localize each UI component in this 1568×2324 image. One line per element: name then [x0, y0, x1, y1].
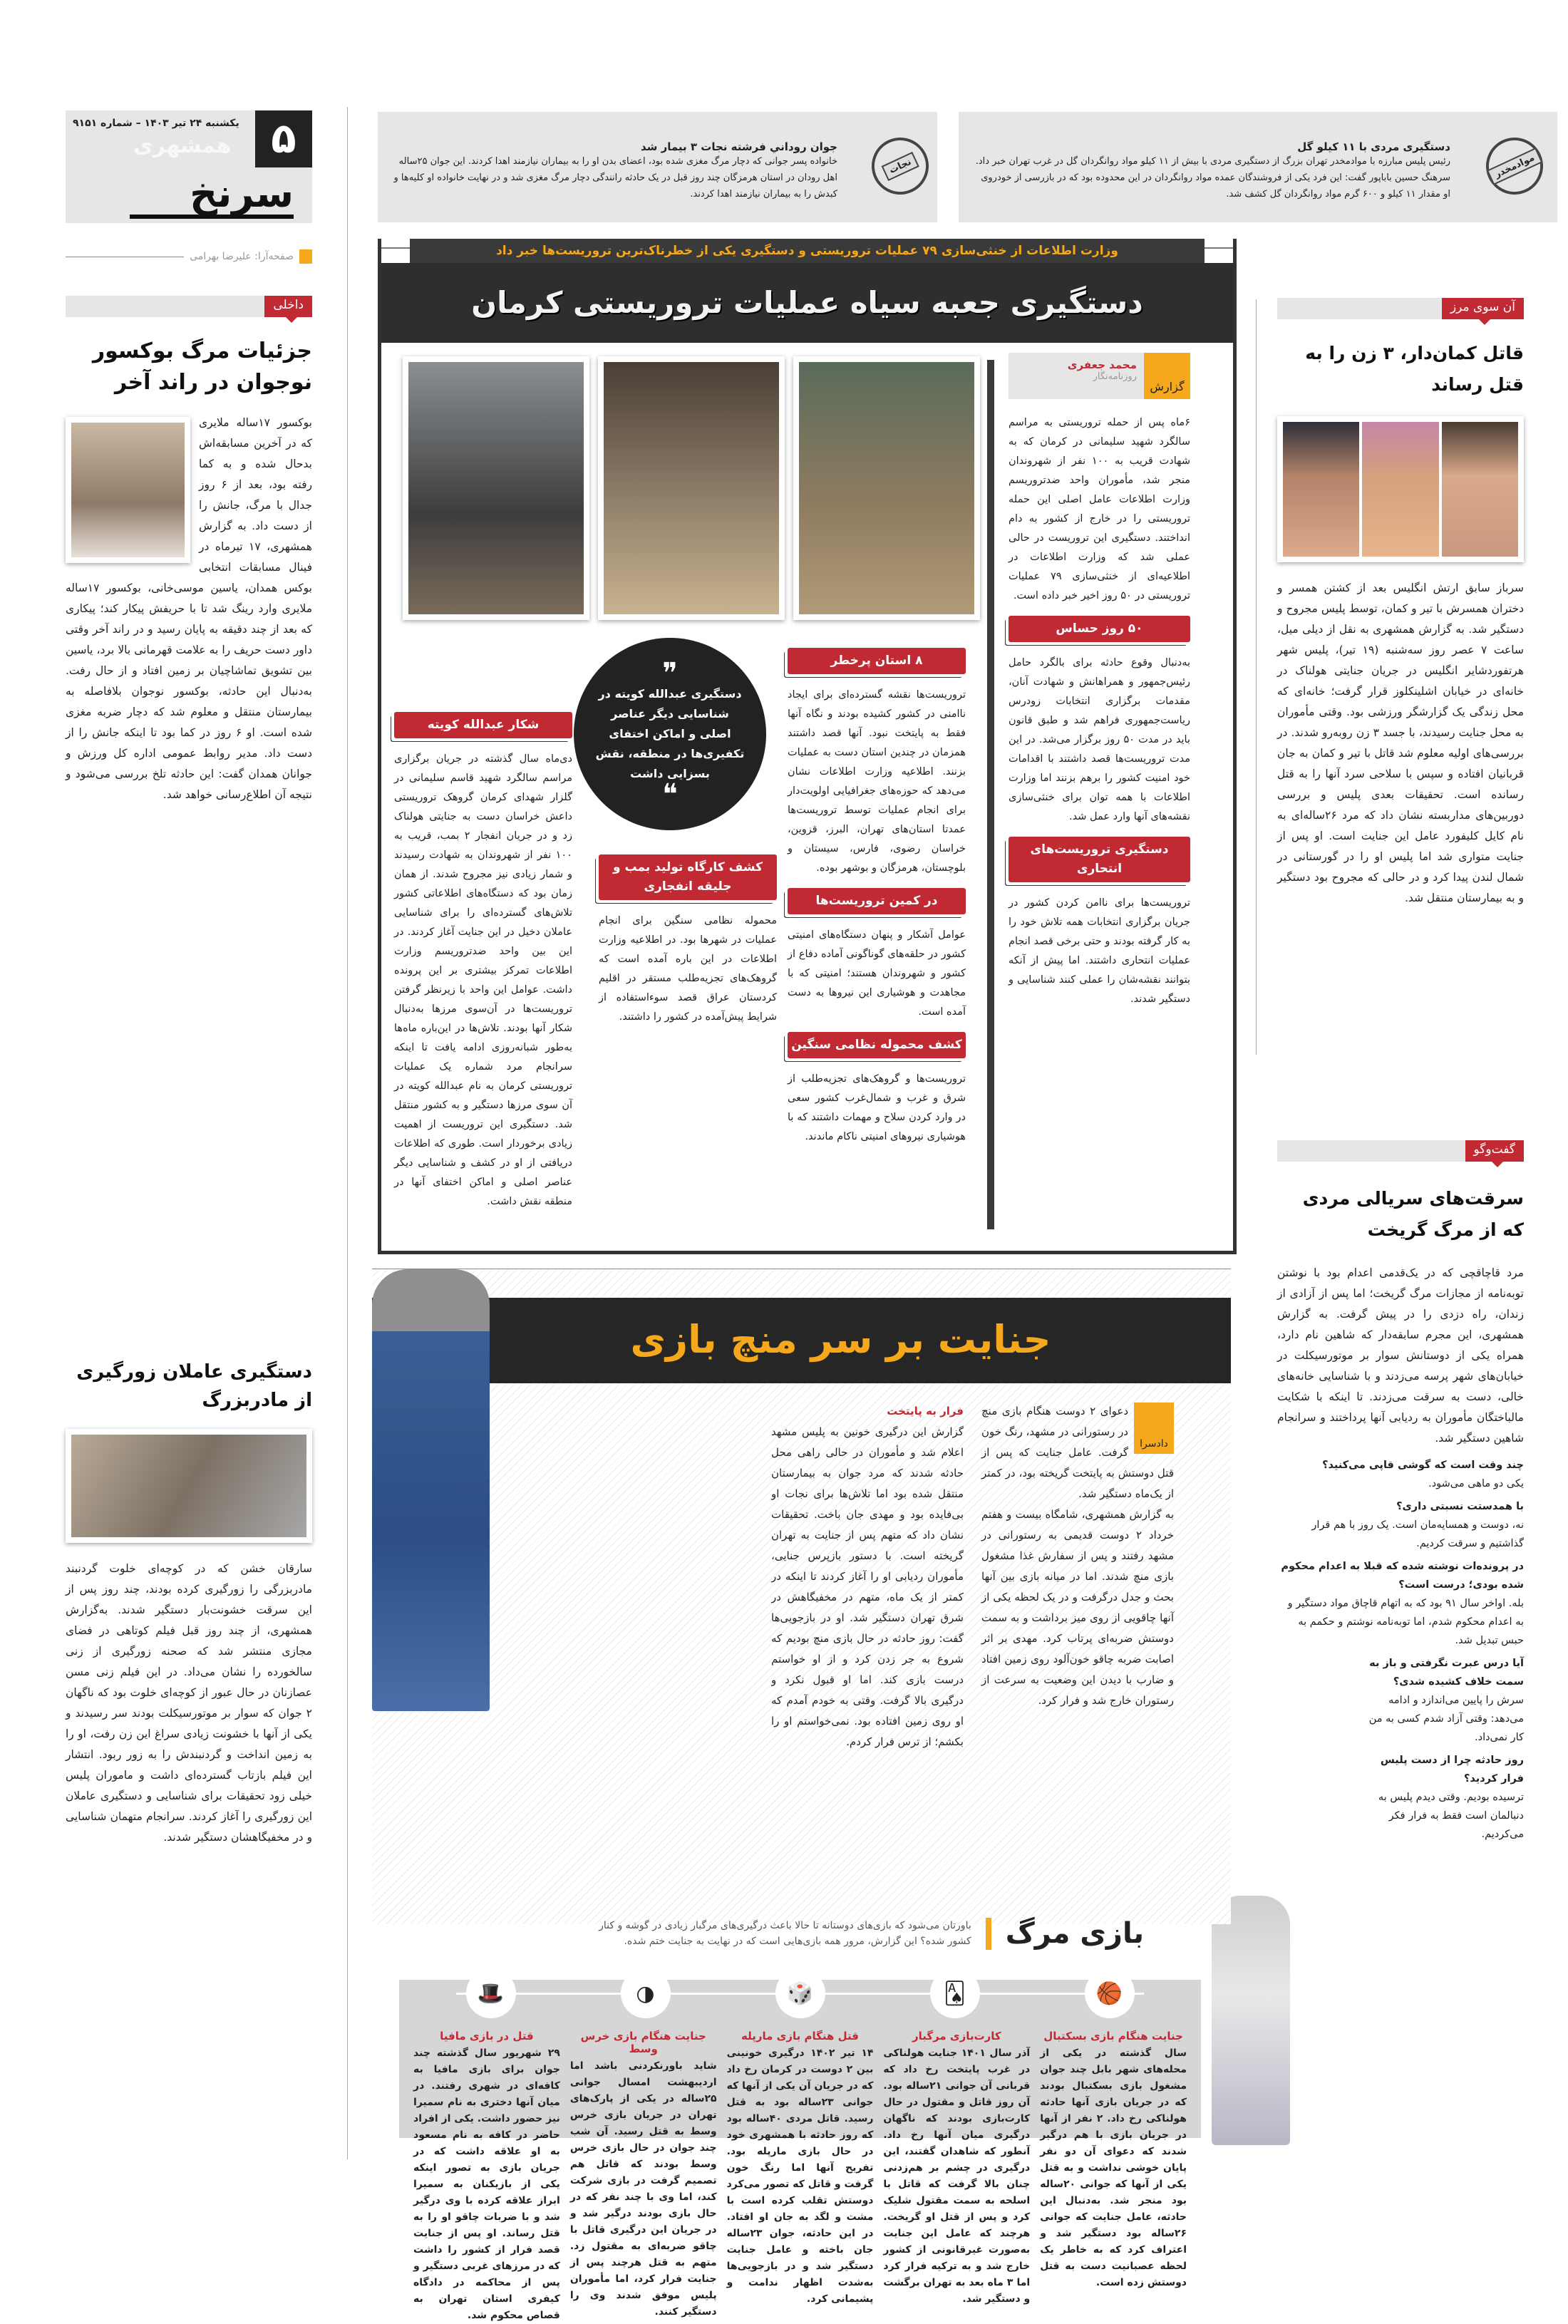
pull-quote: دستگیری عبدالله کویته در شناسایی دیگر عناصر اصلی و اماکن اختفای تکفیری‌ها در منطقه، نقش بسزایی داشت	[595, 687, 745, 780]
victim-photo	[1442, 422, 1518, 557]
suspect-photo	[598, 356, 785, 620]
crime-text: گزارش این درگیری خونین به پلیس مشهد اعلام شد و مأموران در حالی راهی محل حادثه شدند که مرد جوان به بیمارستان منتقل شده بود اما تلاش‌ها برای نجات او بی‌فایده بود و مهدی جان باخت. تحقیقات نشان داد که متهم پس از جنایت به تهران گریخته است. با دستور بازپرس جنایی، مأموران ردیابی او را آغاز کردند تا اینکه در کمتر از یک ماه، متهم در مخفیگاهش در شرق تهران دستگیر شد. او در بازجویی‌ها گفت: روز حادثه در حال بازی منچ بودیم که شروع به جر زدن کرد و از او خواستم درست بازی کند. اما او قبول نکرد و درگیری بالا گرفت. وقتی به خودم آمدم که او روی زمین افتاده بود. نمی‌خواستم او را بکشم؛ از ترس فرار کردم.	[771, 1425, 964, 1748]
brief-text: رئیس پلیس مبارزه با موادمخدر تهران بزرگ از دستگیری مردی با بیش از ۱۱ کیلو مواد روانگردان گل در غرب تهران خبر داد. سرهنگ حسین باباپور گفت: این فرد یکی از فروشندگان عمده مواد روانگردان در این محدوده بود که در بازرسی از خودروی او مقدار ۱۱ کیلو و ۶۰۰ گرم مواد روانگردان گل کشف شد.	[975, 156, 1450, 200]
playing-cards-icon: 🂡	[930, 1968, 980, 2018]
victims-photo	[1277, 416, 1524, 562]
answer: ترسیده بودیم. وقتی دیدم پلیس به دنبالمان است فقط به فرار فکر می‌کردیم.	[1378, 1792, 1524, 1840]
game-text: ۲۹ شهریور سال گذشته چند جوان برای بازی مافیا به کافه‌ای در شهری رفتند. در میان آنها دختری به نام سمیرا نیز حضور داشت. یکی از افراد حاضر در کافه به نام مسعود به او علاقه داشت که در جریان بازی به تصور اینکه یکی از بازیکنان به سمیرا ابراز علاقه کرده با وی درگیر شد و با ضربات چاقو او را به قتل رساند. او پس از جنایت قصد فرار از کشور را داشت که در مرزهای غربی دستگیر و پس از محاکمه در دادگاه کیفری استان تهران به قصاص محکوم شد.	[413, 2047, 560, 2321]
snakes-ladders-icon: 🎲	[775, 1968, 825, 2018]
article-title: سرقت‌های سریالی مردی که از مرگ گریخت	[1302, 1188, 1524, 1240]
boxer-photo	[66, 417, 190, 563]
victim-photo	[1362, 422, 1438, 557]
question: آیا درس عبرت نگرفتی و باز به سمت خلاف کشیده شدی؟	[1369, 1658, 1524, 1688]
quote-bubble	[574, 638, 766, 830]
game-title: جنایت هنگام بازی بسکتبال	[1043, 2030, 1183, 2042]
game-text: سال گذشته در یکی از محله‌های شهر بابل چند جوان مشغول بازی بسکتبال بودند که در جریان بازی آنها حادثه هولناکی رخ داد. ۲ نفر از آنها در جریان بازی با هم درگیر شدند که دعوای آن دو نفر پایان خوشی نداشت و به قتل یکی از آنها که جوانی ۲۰ساله بود منجر شد. به‌دنبال این حادثه، عامل جنایت که جوانی ۲۶ساله بود دستگیر شد و اعتراف کرد که به خاطر یک لحظه عصبانیت دست به قتل دوستش زده است.	[1040, 2047, 1187, 2288]
subhead: کشف محموله نظامی سنگین	[788, 1032, 966, 1058]
section-text: تروریست‌ها برای ناامن کردن کشور در جریان برگزاری انتخابات همه تلاش خود را به کار گرفته بودند و حتی برخی قصد انجام عملیات انتحاری داشتند. اما پیش از آنکه بتوانند نقشه‌شان را عملی کنند شناسایی و دستگیر شدند.	[1009, 897, 1190, 1005]
qa-item	[1363, 1751, 1524, 1844]
report-tag: گزارش	[1144, 353, 1190, 399]
article-body: بوکسور ۱۷ساله ملایری که در آخرین مسابقه‌اش بدحال شده و به کما رفته بود، بعد از ۶ روز جدال با مرگ، جانش را از دست داد. به گزارش همشهری، ۱۷ تیرماه در فینال مسابقات انتخابی بوکس همدان، یاسین موسی‌خانی، بوکسور ۱۷ساله ملایری وارد رینگ شد تا با حریفش پیکار کند؛ پیکاری که بعد از چند دقیقه به پایان رسید و در راند آخر وقتی داور دست حریف را به علامت قهرمانی بالا برد، یاسین بین تشویق تماشاچیان بر زمین افتاد و از حال رفت. به‌دنبال این حادثه، بوکسور نوجوان بلافاصله به بیمارستان منتقل و معلوم شد که دچار ضربه مغزی شده است. او ۶ روز در کما بود تا اینکه جانش را از دست داد. مدیر روابط عمومی اداره کل ورزش و جوانان همدان گفت: این حادثه تلخ بررسی می‌شود و نتیجه آن اطلاع‌رسانی خواهد شد.	[66, 416, 312, 801]
qa-item	[1277, 1456, 1524, 1493]
subhead: کشف کارگاه تولید بمب و جلیقه انفجاری	[599, 854, 777, 900]
crime-text: به گزارش همشهری، شامگاه بیست و هفتم خرداد ۲ دوست قدیمی به رستورانی در مشهد رفتند و پس از سفارش غذا مشغول بازی منچ شدند. اما در میانه بازی بین آنها بحث و جدل درگرفت و در یک لحظه یکی از آنها چاقویی از روی میز برداشت و به سمت دوستش ضربه‌ای پرتاب کرد. مهدی بر اثر اصابت ضربه چاقو خون‌آلود روی زمین افتاد و ضارب با دیدن این وضعیت به سرعت از رستوران خارج شد و فرار کرد.	[981, 1508, 1174, 1707]
question: روز حادثه چرا از دست پلیس فرار کردید؟	[1380, 1755, 1524, 1785]
photos	[403, 356, 980, 620]
grunge-divider	[987, 360, 994, 1229]
suspect-photo-blurred	[372, 1269, 490, 1711]
subhead: در کمین تروریست‌ها	[788, 888, 966, 914]
section-tab	[66, 296, 312, 317]
masthead	[66, 110, 312, 223]
byline	[1009, 353, 1190, 399]
column-divider	[347, 107, 348, 2159]
qa-item	[1277, 1557, 1524, 1650]
title-accent	[986, 1918, 991, 1950]
subhead: شکار عبدالله کویته	[394, 712, 572, 738]
article-title: دستگیری عاملان زورگیری از مادربزرگ	[76, 1361, 312, 1411]
column-divider	[1256, 299, 1257, 1055]
robbery-photo	[66, 1429, 312, 1543]
answer: نه، دوست و همسایه‌مان است. یک روز با هم قرار گذاشتیم و سرقت کردیم.	[1311, 1519, 1524, 1549]
mafia-hat-icon: 🎩	[466, 1968, 516, 2018]
crime-headline: جنایت بر سر منچ بازی	[372, 1298, 1231, 1383]
crime-subhead: فرار به پایتخت	[887, 1405, 964, 1417]
paper-name-logo: همشهری	[133, 133, 232, 158]
article-title: قاتل کمان‌دار، ۳ زن را به قتل رساند	[1305, 343, 1524, 395]
answer: سرش را پایین می‌اندازد و ادامه می‌دهد: وقتی آزاد شدم کسی به من کار نمی‌داد.	[1368, 1695, 1524, 1743]
games-intro: باورتان می‌شود که بازی‌های دوستانه تا حالا باعث درگیری‌های مرگبار زیادی در گوشه و کنار کشور شده؟ این گزارش، مرور همه بازی‌هایی است که در نهایت به جنایت ختم شده.	[599, 1920, 971, 1947]
section-tab	[1277, 1140, 1524, 1162]
game-item	[1040, 2030, 1187, 2324]
game-item	[727, 2030, 874, 2324]
rescue-stamp-icon	[862, 128, 938, 204]
article-intro: مرد قاچاقچی که در یک‌قدمی اعدام بود با نوشتن توبه‌نامه از مجازات مرگ گریخت؛ اما پس از آزادی از زندان، راه دزدی را در پیش گرفت. به گزارش همشهری، این مجرم سابقه‌دار که شاهین نام دارد، همراه یکی از دوستانش سوار بر موتورسیکلت در خیابان‌های شهر پرسه می‌زدند و با شناسایی خانه‌های خالی، دست به سرقت می‌زدند. تا اینکه با شکایت مالباختگان مأموران به ردیابی آنها پرداختند و سرانجام شاهین دستگیر شد.	[1277, 1266, 1524, 1445]
boxer-article	[66, 296, 312, 805]
section-label: داخلی	[264, 296, 312, 317]
crime-lead: دعوای ۲ دوست هنگام بازی منچ در رستورانی در مشهد، رنگ خون گرفت. عامل جنایت که پس از قتل دوستش به پایتخت گریخته بود، در کمتر از یک‌ماه دستگیر شد.	[981, 1405, 1174, 1500]
subhead: ۵۰ روز حساس	[1009, 616, 1190, 642]
brief-title: جوان روداني فرشته نجات ۳ بیمار شد	[640, 140, 837, 153]
question: با همدستت نسبتی داری؟	[1396, 1501, 1524, 1512]
designer-label: صفحه‌آرا: علیرضا بهرامی	[190, 251, 294, 262]
article-title: جزئیات مرگ بوکسور نوجوان در راند آخر	[92, 339, 312, 395]
section-text: محموله نظامی سنگین برای انجام عملیات در شهرها بود. در اطلاعیه وزارت اطلاعات در این باره آمده است که گروهک‌های تجزیه‌طلب مستقر در اقلیم کردستان عراق قصد سوءاستفاده از شرایط پیش‌آمده در کشور را داشتند.	[599, 915, 777, 1023]
subhead: دستگیری تروریست‌های انتحاری	[1009, 837, 1190, 882]
quote-close-icon: ❝	[662, 778, 678, 811]
section-tab	[1277, 298, 1524, 319]
author-name: محمد جعفری	[1067, 358, 1137, 371]
game-text: آذر سال ۱۴۰۱ جنایت هولناکی در غرب پایتخت رخ داد که قربانی آن جوانی ۲۱ساله بود. آن روز قاتل و مقتول در حال کارت‌بازی بودند که ناگهان درگیری میان آنها رخ داد. آنطور که شاهدان گفتند، این درگیری در چشم بر هم‌زدنی چنان بالا گرفت که قاتل با اسلحه به سمت مقتول شلیک کرد و پس از قتل او گریخت. هرچند که عامل این جنایت به‌صورت غیرقانونی از کشور خارج شد و به ترکیه فرار کرد اما ۳ ماه بعد به تهران برگشت و دستگیر شد.	[883, 2047, 1031, 2305]
brief-organ-donation	[378, 112, 937, 222]
kicker: وزارت اطلاعات از خنثی‌سازی ۷۹ عملیات تروریستی و دستگیری یکی از خطرناک‌ترین تروریست‌ها خبر داد	[410, 239, 1205, 263]
grandma-article	[66, 1358, 312, 1848]
ludo-crime	[372, 1269, 1231, 1924]
brief-text: خانواده پسر جوانی که دچار مرگ مغزی شده بود، اعضای بدن او را به بیماران نیازمند اهدا کردند. این جوان ۲۵ساله اهل رودان در استان هرمزگان چند روز قبل در یک حادثه رانندگی دچار مرگ مغزی شد و در نهایت خانواده او کلیه‌ها و کبدش را به بیماران نیازمند اهدا کردند.	[393, 156, 837, 200]
suspect-cutout-photo	[1212, 1896, 1290, 2145]
section-text: تروریست‌ها نقشه گسترده‌ای برای ایجاد ناامنی در کشور کشیده بودند و نگاه آنها فقط به پایتخت نبود. آنها قصد داشتند همزمان در چندین استان دست به عملیات بزنند. اطلاعیه وزارت اطلاعات نشان می‌دهد که حوزه‌های جغرافیایی اولویت‌دار برای انجام عملیات توسط تروریست‌ها عمدتا استان‌های تهران، البرز، قزوین، خراسان رضوی، فارس، سیستان و بلوچستان، هرمزگان و بوشهر بوده.	[788, 689, 966, 874]
archer-article	[1277, 298, 1524, 909]
headline: دستگیری جعبه سیاه عملیات تروریستی کرمان	[381, 263, 1233, 343]
game-title: قتل در بازی مافیا	[440, 2030, 534, 2042]
game-title: قتل هنگام بازی مارپله	[741, 2030, 859, 2042]
section-logo: سرنخ	[130, 173, 294, 219]
victim-photo	[1283, 422, 1359, 557]
kerman-feature	[378, 239, 1237, 1254]
section-text: دی‌ماه سال گذشته در جریان برگزاری مراسم سالگرد شهید قاسم سلیمانی در گلزار شهدای کرمان گروهک تروریستی داعش خراسان دست به جنایتی هولناک زد و در جریان انفجار ۲ بمب، قریب به ۱۰۰ نفر از شهروندان به شهادت رسیدند و شمار زیادی نیز مجروح شدند. از همان زمان بود که دستگاه‌های اطلاعاتی کشور تلاش‌های گسترده‌ای را برای شناسایی عاملان دخیل در این جنایت آغاز کردند. در این بین واحد ضدتروریسم وزارت اطلاعات تمرکز بیشتری بر این پرونده داشت. عوامل این واحد با زیرنظر گرفتن تروریست‌ها در آن‌سوی مرزها به‌دنبال شکار آنها بودند. تلاش‌ها در این‌باره ماه‌ها به‌طور شبانه‌روزی ادامه یافت تا اینکه سرانجام مرد شماره یک عملیات تروریستی کرمان به نام عبدالله کویته در آن سوی مرزها دستگیر و به کشور منتقل شد. دستگیری این تروریست از اهمیت زیادی برخوردار است. طوری که اطلاعات دریافتی از او در کشف و شناسایی دیگر عناصر اصلی و اماکن اختفای آنها در منطقه نقش داشت.	[394, 753, 572, 1207]
qa-item	[1277, 1497, 1524, 1553]
suspect-photo	[793, 356, 980, 620]
stamp-label: موادمخدر	[1487, 148, 1542, 185]
section-label: گفت‌وگو	[1465, 1140, 1524, 1162]
brief-drug-seizure	[959, 112, 1557, 222]
game-item	[413, 2030, 560, 2324]
designer-marker-icon	[299, 249, 312, 264]
qa-item	[1363, 1654, 1524, 1747]
prosecutor-tag: دادسرا	[1134, 1403, 1174, 1454]
page-number: ۵	[255, 110, 312, 167]
question: چند وقت است که گوشی قاپی می‌کنید؟	[1322, 1460, 1524, 1471]
game-text: شاید باورنکردنی باشد اما اردیبهشت امسال جوانی ۲۵ساله در یکی از پارک‌های تهران در جریان بازی خرس وسط به قتل رسید. آن شب چند جوان در حال بازی خرس وسط بودند که قاتل هم تصمیم گرفت در بازی شرکت کند، اما وی با چند نفر که در حال بازی بودند درگیر شد و در جریان این درگیری قاتل با چاقو ضربه‌ای به مقتول زد. متهم به قتل هرچند پس از جنایت فرار کرد، اما مأموران پلیس موفق شدند وی را دستگیر کنند.	[569, 2060, 717, 2318]
lead-paragraph: ۶ماه پس از حمله تروریستی به مراسم سالگرد شهید سلیمانی در کرمان که به شهادت قریب به ۱۰۰ نفر از شهروندان منجر شد، مأموران واحد ضدتروریسم وزارت اطلاعات عامل اصلی این حمله تروریستی را در خارج از کشور به دام انداختند. دستگیری این تروریست در حالی عملی شد که وزارت اطلاعات در اطلاعیه‌ای از خنثی‌سازی ۷۹ عملیات تروریستی در ۵۰ روز اخیر خبر داده است.	[1009, 417, 1190, 601]
section-text: به‌دنبال وقوع حادثه برای بالگرد حامل رئیس‌جمهور و همراهانش و شهادت آنان، مقدمات برگزاری انتخابات زودرس ریاست‌جمهوری فراهم شد و طبق قانون باید در مدت ۵۰ روز برگزار می‌شد. در این مدت تروریست‌ها قصد داشتند با اقدامات خود امنیت کشور را برهم بزنند اما وزارت اطلاعات با همه توان برای خنثی‌سازی نقشه‌های آنها وارد عمل شد.	[1009, 657, 1191, 822]
brief-title: دستگیری مردی با ۱۱ کیلو گل	[1297, 140, 1450, 153]
subhead: ۸ استان پرخطر	[788, 648, 966, 674]
game-item	[570, 2030, 717, 2324]
issue-date: یکشنبه ۲۴ تیر ۱۴۰۳ – شماره ۹۱۵۱	[73, 118, 239, 129]
question: در پرونده‌ات نوشته شده که قبلا به اعدام محکوم شده بودی؛ درست است؟	[1281, 1561, 1524, 1591]
answer: یکی دو ماهی می‌شود.	[1428, 1478, 1524, 1489]
basketball-icon: 🏀	[1085, 1968, 1135, 2018]
author-role: روزنامه‌نگار	[1093, 371, 1137, 382]
section-label: آن سوی مرز	[1442, 298, 1524, 319]
interview-article	[1277, 1140, 1524, 1844]
qa-list	[1277, 1456, 1524, 1844]
death-games-box-content	[399, 1917, 1201, 2321]
article-body: سرباز سابق ارتش انگلیس بعد از کشتن همسر و دختران همسرش با تیر و کمان، توسط پلیس مجروح و دستگیر شد. به گزارش همشهری به نقل از دیلی میل، ساعت ۷ عصر روز سه‌شنبه (۱۹ تیر)، پلیس شهر هرتفوردشایر انگلیس در جریان جنایتی هولناک در خانه‌ای در خیابان اشلینکلوز قرار گرفت؛ خانه‌ای که محل زندگی یک گزارشگر ورزشی بود. وقتی مأموران به محل جنایت رسیدند، با جسد ۳ زن روبه‌رو شدند. در بررسی‌های اولیه معلوم شد قاتل با تیر و کمان به جان قربانیان افتاده و سپس با سلاحی سرد آنها را به قتل رسانده است. تحقیقات بعدی پلیس و بررسی دوربین‌های مداربسته نشان داد که مرد ۲۶ساله‌ای به نام کایل کلیفورد عامل این جنایت است. او پس از جنایت متواری شد اما پلیس او را در گورستانی در شمال لندن پیدا کرد و در حالی که مجروح بود دستگیر و به بیمارستان منتقل شد.	[1277, 582, 1525, 904]
game-title: کارت‌بازی مرگبار	[912, 2030, 1001, 2042]
section-text: تروریست‌ها و گروهک‌های تجزیه‌طلب از شرق و غرب و شمال‌غرب کشور سعی در وارد کردن سلاح و مهمات داشتند که با هوشیاری نیروهای امنیتی ناکام ماندند.	[788, 1073, 966, 1142]
game-title: جنایت هنگام بازی خرس وسط	[580, 2030, 706, 2055]
game-text: ۱۴ تیر ۱۴۰۲ درگیری خونینی بین ۲ دوست در کرمان رخ داد که در جریان آن یکی از آنها که جوانی ۲۳ساله بود به قتل رسید. قاتل مردی ۴۰ساله بود که روز حادثه با همشهری خود در حال بازی مارپله بود. تفریح آنها اما رنگ خون گرفت و قاتل که تصور می‌کرد دوستش تقلب کرده است با مشت و لگد به جان او افتاد. در این حادثه، جوان ۲۳ساله جان باخته و عامل جنایت دستگیر شد و در بازجویی‌ها به‌شدت اظهار ندامت و پشیمانی کرد.	[726, 2047, 874, 2305]
article-body: سارقان خشن که در کوچه‌ای خلوت گردنبند مادربزرگی را زورگیری کرده بودند، چند روز پس از این سرقت خشونت‌بار دستگیر شدند. به‌گزارش همشهری، از چند روز قبل فیلم کوتاهی در فضای مجازی منتشر شد که صحنه زورگیری از زنی سالخورده را نشان می‌داد. در این فیلم زنی مسن عصازنان در حال عبور از کوچه‌ای خلوت بود که ناگهان ۲ جوان که سوار بر موتورسیکلت بودند سر رسیدند و یکی از آنها با خشونت زیادی سراغ این زن رفت، او را به زمین انداخت و گردنبندش را به زور ربود. انتشار این فیلم بازتاب گسترده‌ای داشت و ماموران پلیس خیلی زود تحقیقات برای شناسایی و دستگیری عاملان این زورگیری را آغاز کردند. سرانجام متهمان شناسایی و در مخفیگاهشان دستگیر شدند.	[66, 1562, 312, 1844]
arrest-photo	[403, 356, 589, 620]
games-title: بازی مرگ	[1005, 1917, 1144, 1950]
game-item	[883, 2030, 1030, 2324]
drugs-stamp-icon	[1477, 128, 1552, 204]
section-text: عوامل آشکار و پنهان دستگاه‌های امنیتی کشور در حلقه‌های گوناگونی آماده دفاع از کشور و شهروندان هستند؛ امنیتی که با مجاهدت و هوشیاری این نیروها به دست آمده است.	[788, 929, 966, 1018]
stamp-label: نجات	[881, 151, 919, 180]
ball-icon: ◑	[621, 1968, 671, 2018]
quote-open-icon: ❞	[662, 657, 678, 690]
page-designer	[66, 249, 312, 264]
answer: بله. اواخر سال ۹۱ بود که به اتهام قاچاق مواد دستگیر و به اعدام محکوم شدم، اما توبه‌نامه نوشتم و حکمم به حبس تبدیل شد.	[1287, 1598, 1524, 1646]
